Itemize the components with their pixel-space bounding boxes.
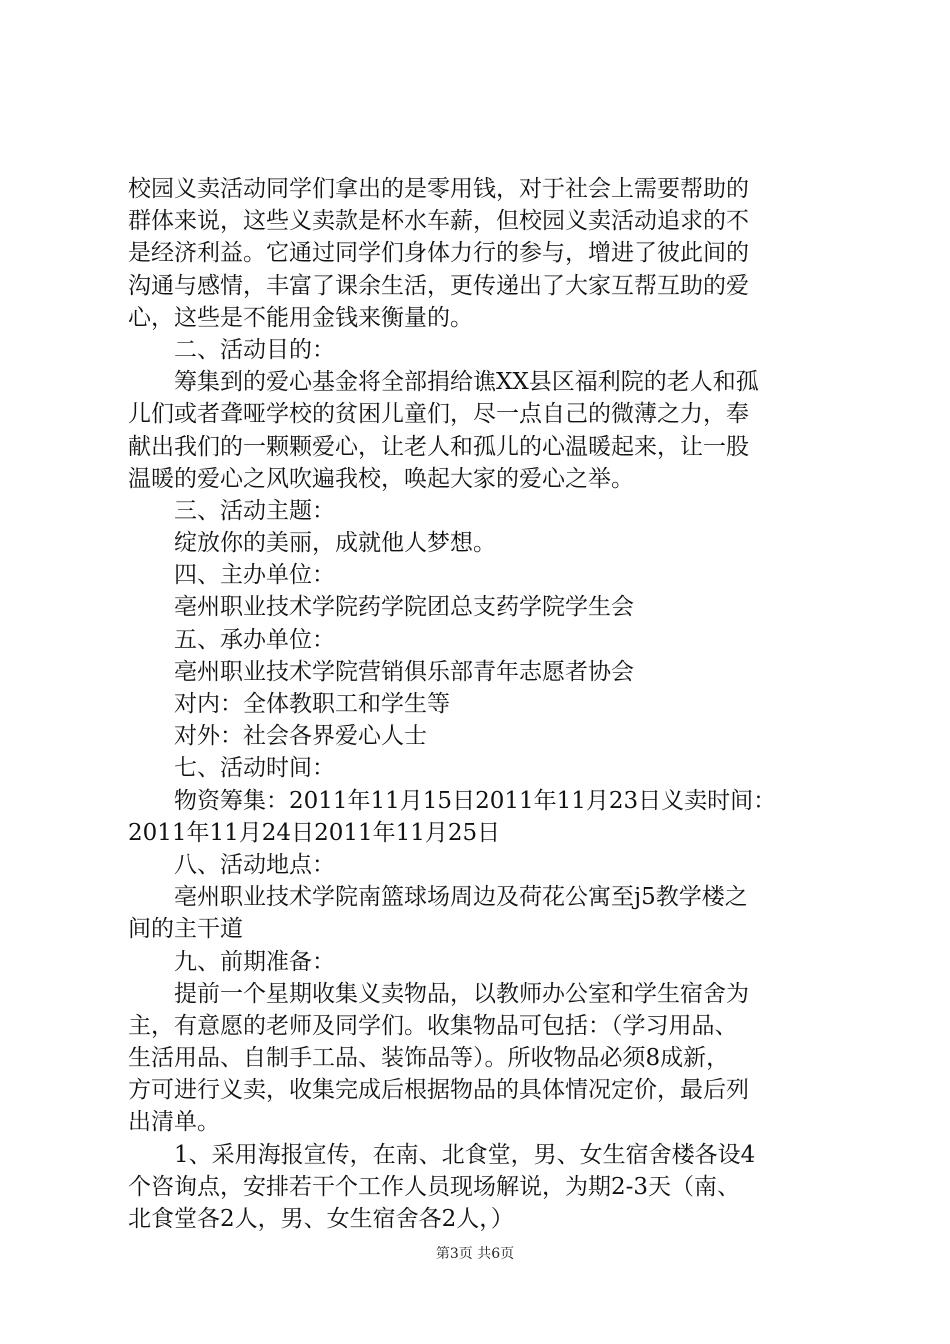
text-line: 九、前期准备： bbox=[174, 948, 335, 975]
text-line: 亳州职业技术学院南篮球场周边及荷花公寓至j5教学楼之 bbox=[174, 884, 748, 911]
text-line: 校园义卖活动同学们拿出的是零用钱，对于社会上需要帮助的 bbox=[128, 176, 749, 202]
text-line: 1、采用海报宣传，在南、北食堂，男、女生宿舍楼各设4 bbox=[174, 1141, 756, 1168]
text-line: 沟通与感情，丰富了课余生活，更传递出了大家互帮互助的爱 bbox=[128, 272, 749, 299]
text-line: 提前一个星期收集义卖物品，以教师办公室和学生宿舍为 bbox=[174, 980, 749, 1007]
text-line: 2011年11月24日2011年11月25日 bbox=[128, 819, 501, 846]
text-line: 对外：社会各界爱心人士 bbox=[174, 723, 427, 750]
text-line: 物资筹集：2011年11月15日2011年11月23日义卖时间： bbox=[174, 787, 777, 814]
text-line: 心，这些是不能用金钱来衡量的。 bbox=[128, 304, 473, 331]
document-body bbox=[128, 173, 838, 1235]
text-line: 亳州职业技术学院药学院团总支药学院学生会 bbox=[174, 594, 634, 621]
text-line: 五、承办单位： bbox=[174, 626, 335, 653]
text-line: 二、活动目的： bbox=[174, 336, 335, 363]
text-line: 群体来说，这些义卖款是杯水车薪，但校园义卖活动追求的不 bbox=[128, 208, 749, 235]
text-line: 筹集到的爱心基金将全部捐给谯XX县区福利院的老人和孤 bbox=[174, 369, 759, 396]
text-line: 是经济利益。它通过同学们身体力行的参与，增进了彼此间的 bbox=[128, 240, 749, 267]
text-line: 方可进行义卖，收集完成后根据物品的具体情况定价，最后列 bbox=[128, 1077, 749, 1104]
text-line: 对内：全体教职工和学生等 bbox=[174, 691, 450, 717]
text-line: 温暖的爱心之风吹遍我校，唤起大家的爱心之举。 bbox=[128, 465, 634, 492]
text-line: 四、主办单位： bbox=[174, 562, 335, 589]
text-line: 七、活动时间： bbox=[174, 755, 335, 782]
text-line: 个咨询点，安排若干个工作人员现场解说，为期2-3天（南、 bbox=[128, 1173, 741, 1200]
text-line: 北食堂各2人，男、女生宿舍各2人，） bbox=[128, 1206, 514, 1232]
text-line: 儿们或者聋哑学校的贫困儿童们，尽一点自己的微薄之力，奉 bbox=[128, 401, 749, 428]
text-line: 主，有意愿的老师及同学们。收集物品可包括：（学习用品、 bbox=[128, 1012, 738, 1039]
text-line: 献出我们的一颗颗爱心，让老人和孤儿的心温暖起来，让一股 bbox=[128, 433, 749, 460]
text-line: 生活用品、自制手工品、装饰品等）。所收物品必须8成新， bbox=[128, 1045, 730, 1072]
page-footer: 第3页 共6页 bbox=[435, 1246, 515, 1262]
text-line: 三、活动主题： bbox=[174, 497, 335, 524]
text-line: 亳州职业技术学院营销俱乐部青年志愿者协会 bbox=[174, 658, 634, 685]
text-line: 出清单。 bbox=[128, 1109, 220, 1136]
text-line: 绽放你的美丽，成就他人梦想。 bbox=[174, 530, 496, 557]
text-line: 八、活动地点： bbox=[174, 851, 335, 878]
text-line: 间的主干道 bbox=[128, 916, 243, 943]
